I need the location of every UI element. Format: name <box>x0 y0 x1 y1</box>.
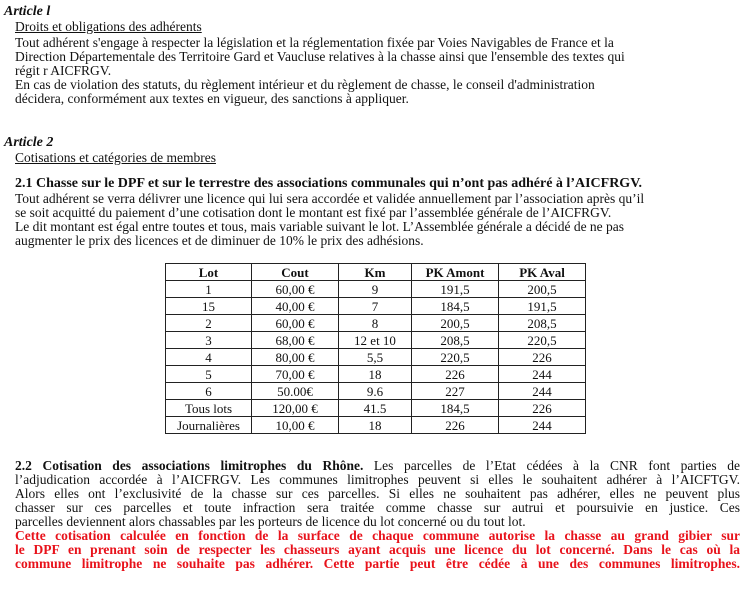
table-cell: 70,00 € <box>252 366 339 383</box>
table-cell: 244 <box>499 383 586 400</box>
column-header: Km <box>339 264 412 281</box>
section-2-2-line: Alors elles ont l’exclusivité de la chasse sur ces parcelles. Si elles ne souhaitent pas adhérer, elles ne peuvent plus <box>15 486 740 501</box>
table-cell: 200,5 <box>499 281 586 298</box>
table-cell: 18 <box>339 366 412 383</box>
table-cell: 68,00 € <box>252 332 339 349</box>
table-cell: 184,5 <box>412 298 499 315</box>
article1-line: En cas de violation des statuts, du règlement intérieur et du règlement de chasse, le conseil d'administration <box>15 77 595 92</box>
table-row <box>166 315 586 332</box>
section-2-1-heading: 2.1 Chasse sur le DPF et sur le terrestre des associations communales qui n’ont pas adhéré à l’AICFRGV. <box>15 176 643 191</box>
table-cell: 4 <box>166 349 252 366</box>
table-cell: 41.5 <box>339 400 412 417</box>
table-row <box>166 332 586 349</box>
table-cell: 244 <box>499 366 586 383</box>
table-cell: 60,00 € <box>252 281 339 298</box>
table-cell: 18 <box>339 417 412 434</box>
lots-table <box>165 263 586 434</box>
table-cell: 220,5 <box>499 332 586 349</box>
table-cell: 10,00 € <box>252 417 339 434</box>
section-2-2-heading: 2.2 Cotisation des associations limitrophes du Rhône. <box>15 458 364 473</box>
section-2-2-text: Les parcelles de l’Etat cédées à la CNR font parties de <box>363 458 740 473</box>
table-cell: 1 <box>166 281 252 298</box>
section-2-2-first-line <box>15 459 740 473</box>
table-cell: 226 <box>499 349 586 366</box>
section-2-2-line: chasser sur ces parcelles et toute infraction sera traitée comme chasse sur autrui et poursuivie en justice. Ces <box>15 500 740 515</box>
table-row <box>166 349 586 366</box>
table-row <box>166 400 586 417</box>
article1-line: décidera, conformément aux textes en vigueur, des sanctions à appliquer. <box>15 91 409 106</box>
section-2-1-line: augmenter le prix des licences et de diminuer de 10% le prix des adhésions. <box>15 233 424 248</box>
table-cell: 40,00 € <box>252 298 339 315</box>
table-row <box>166 298 586 315</box>
table-cell: 60,00 € <box>252 315 339 332</box>
red-notice-line: le DPF en prenant soin de respecter les chasseurs ayant acquis une licence du lot concerné. Dans le cas où la <box>15 542 740 557</box>
table-cell: Tous lots <box>166 400 252 417</box>
table-cell: 5,5 <box>339 349 412 366</box>
red-notice-line: Cette cotisation calculée en fonction de la surface de chaque commune autorise la chasse au grand gibier sur <box>15 528 740 543</box>
table-cell: 12 et 10 <box>339 332 412 349</box>
column-header: PK Aval <box>499 264 586 281</box>
table-cell: 226 <box>412 417 499 434</box>
red-notice-line: commune limitrophe ne souhaite pas adhérer. Cette partie peut être cédée à une des communes limitrophes. <box>15 556 740 571</box>
table-cell: 2 <box>166 315 252 332</box>
table-cell: 200,5 <box>412 315 499 332</box>
article2-subtitle: Cotisations et catégories de membres <box>15 150 216 165</box>
table-row <box>166 281 586 298</box>
table-cell: 9 <box>339 281 412 298</box>
table-cell: 80,00 € <box>252 349 339 366</box>
table-cell: 9.6 <box>339 383 412 400</box>
table-cell: 191,5 <box>412 281 499 298</box>
table-cell: 220,5 <box>412 349 499 366</box>
table-cell: 191,5 <box>499 298 586 315</box>
table-cell: 50.00€ <box>252 383 339 400</box>
table-cell: 227 <box>412 383 499 400</box>
article1-title: Article l <box>4 4 51 19</box>
table-cell: 5 <box>166 366 252 383</box>
article1-line: régit r AICFRGV. <box>15 63 112 78</box>
section-2-1-line: Tout adhérent se verra délivrer une licence qui lui sera accordée et validée annuellement par l’association après qu’il <box>15 191 645 206</box>
table-cell: 6 <box>166 383 252 400</box>
section-2-1-line: se soit acquitté du paiement d’une cotisation dont le montant est fixé par l’assemblée générale de l’AICFRGV. <box>15 205 612 220</box>
article1-line: Tout adhérent s'engage à respecter la législation et la réglementation fixée par Voies Navigables de France et la <box>15 35 614 50</box>
table-header-row <box>166 264 586 281</box>
section-2-2-line: parcelles deviennent alors chassables par les porteurs de licence du lot concerné ou du tout lot. <box>15 514 526 529</box>
table-cell: 208,5 <box>499 315 586 332</box>
column-header: Cout <box>252 264 339 281</box>
table-row <box>166 366 586 383</box>
section-2-2-line: l’adjudication accordée à l’AICFRGV. Les communes limitrophes peuvent si elles le souhaitent adhérer à l’AICFTGV. <box>15 472 740 487</box>
article1-line: Direction Départementale des Territoire Gard et Vaucluse relatives à la chasse ainsi que l'ensemble des textes qui <box>15 49 625 64</box>
article1-subtitle: Droits et obligations des adhérents <box>15 19 202 34</box>
column-header: Lot <box>166 264 252 281</box>
table-cell: 226 <box>412 366 499 383</box>
table-cell: Journalières <box>166 417 252 434</box>
table-cell: 15 <box>166 298 252 315</box>
table-cell: 208,5 <box>412 332 499 349</box>
table-cell: 7 <box>339 298 412 315</box>
table-cell: 8 <box>339 315 412 332</box>
table-cell: 184,5 <box>412 400 499 417</box>
table-cell: 120,00 € <box>252 400 339 417</box>
table-cell: 3 <box>166 332 252 349</box>
table-cell: 226 <box>499 400 586 417</box>
section-2-1-line: Le dit montant est égal entre toutes et tous, mais variable suivant le lot. L’Assemblée générale a décidé de ne pas <box>15 219 625 234</box>
table-cell: 244 <box>499 417 586 434</box>
column-header: PK Amont <box>412 264 499 281</box>
table-row <box>166 383 586 400</box>
article2-title: Article 2 <box>4 135 54 150</box>
table-row <box>166 417 586 434</box>
